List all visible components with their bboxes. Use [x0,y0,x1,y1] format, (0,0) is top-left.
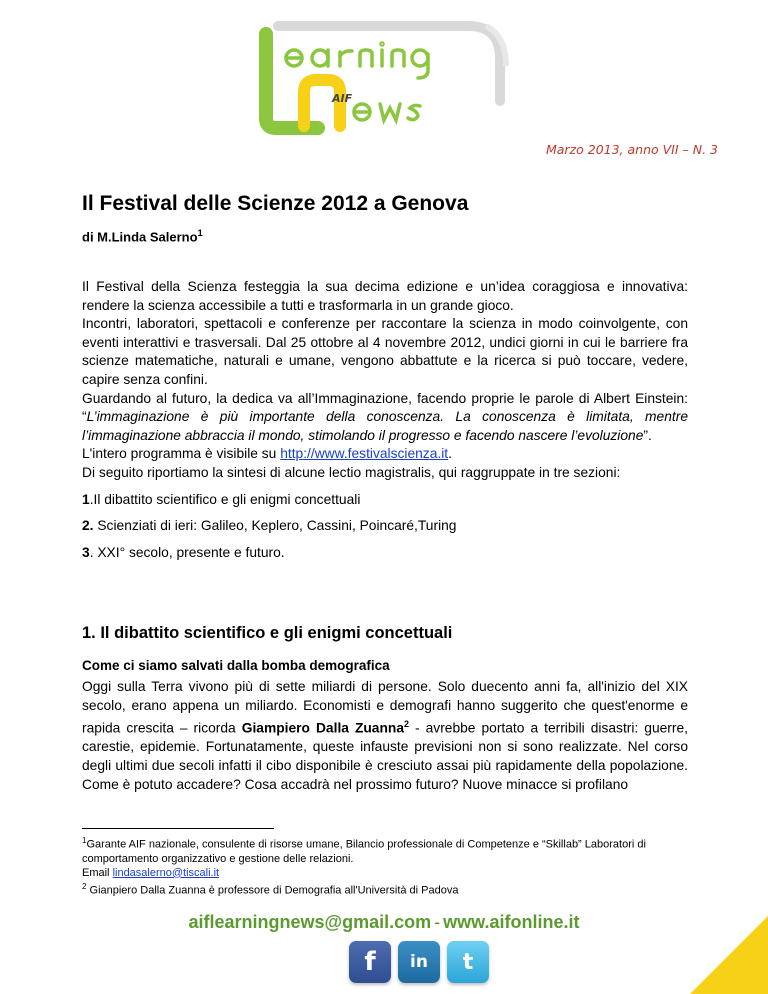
intro-paragraph-1: Il Festival della Scienza festeggia la sua decima edizione e un’idea coraggiosa e innovativa: rendere la scienza accessibile a tutti e trasformarla in un grande gioco. [82,279,688,313]
footnote-ref-1[interactable]: 1 [197,228,203,238]
byline-author: di M.Linda Salerno [82,229,198,245]
toc-num-1: 1 [82,491,90,507]
intro-paragraph-4 [82,445,688,464]
issue-info: Marzo 2013, anno VII – N. 3 [545,142,718,157]
article-title: Il Festival delle Scienze 2012 a Genova [82,192,469,215]
s1-text-b: - avrebbe portato a terribili disastri: guerre, carestie, epidemie. Fortunatamente, queste infauste previsioni non si sono realizzate. Nel corso degli ultimi due secoli infatti il cibo disponibile è cresciuto assai più rapidamente della popolazione. Come è potuto accadere? Cosa accadrà nel prossimo futuro? Nuove minacce si profilano [82,720,688,792]
email-label: Email [82,866,113,879]
social-links [349,941,489,983]
footnote-ref-2[interactable]: 2 [404,719,410,730]
toc-text-2: Scienziati di ieri: Galileo, Keplero, Cassini, Poincaré,Turing [93,518,457,534]
section-1-subtitle: Come ci siamo salvati dalla bomba demografica [82,658,390,673]
footnote-2-text: Gianpiero Dalla Zuanna è professore di Demografia all'Università di Padova [86,884,459,897]
author-email-link[interactable]: lindasalerno@tiscali.it [112,866,220,879]
toc-num-3: 3 [82,544,90,560]
footnote-2-num: 2 [82,881,87,891]
section-1-body [82,678,688,794]
footer-contact [0,912,768,933]
footnote-1-num: 1 [82,836,87,845]
s1-text-a: Oggi sulla Terra vivono più di sette miliardi di persone. Solo duecento anni fa, all'inizio del XIX secolo, erano appena un miliardo. Economisti e demografi hanno suggerito che quest'enorme e rapida crescita – ricorda [82,679,688,736]
footer-email[interactable]: aiflearningnews@gmail.com [188,912,432,932]
byline [82,228,203,244]
quote-lead: Guardando al futuro, la dedica va all’Immaginazione, facendo proprie le parole di Albert Einstein: “ [82,390,688,425]
footnote-divider [82,828,274,829]
toc-text-1: .Il dibattito scientifico e gli enigmi concettuali [89,491,361,507]
footer-separator: - [434,912,441,932]
learning-news-logo [248,6,518,136]
corner-triangle-decoration [690,916,768,994]
section-1-title: 1. Il dibattito scientifico e gli enigmi concettuali [82,624,453,642]
intro-paragraph-3 [82,390,688,446]
toc-num-2: 2. [82,518,94,534]
linkedin-icon[interactable]: in [398,941,440,983]
facebook-icon[interactable]: f [349,941,391,983]
footnote-1-text: Garante AIF nazionale, consulente di risorse umane, Bilancio professionale di Competenze e “Skillab” Laboratori di comportamento organizzativo e gestione delle relazioni. [82,838,646,865]
toc-item-3 [82,544,688,563]
program-lead: L'intero programma è visibile su [82,446,281,462]
footnote-1 [82,834,688,866]
toc-item-1 [82,491,688,510]
toc-item-2 [82,517,688,536]
intro-paragraph-2: Incontri, laboratori, spettacoli e conferenze per raccontare la scienza in modo coinvolgente, con eventi interattivi e trasversali. Dal 25 ottobre al 4 novembre 2012, undici giorni in cui le barriere fra scienze matematiche, naturali e umane, vengono abbattute e la ricerca si può toccare, vedere, capire senza confini. [82,316,688,387]
festival-link[interactable]: http://www.festivalscienza.it [280,446,449,462]
footnotes [82,834,688,897]
article-intro [82,278,688,562]
footnote-2 [82,880,688,898]
s1-author-name: Giampiero Dalla Zuanna [241,720,405,736]
footnote-1-email [82,866,688,880]
intro-paragraph-5: Di seguito riportiamo la sintesi di alcune lectio magistralis, qui raggruppate in tre sezioni: [82,464,621,480]
footer-website[interactable]: www.aifonline.it [443,912,580,932]
twitter-icon[interactable]: t [447,941,489,983]
einstein-quote: L’immaginazione è più importante della conoscenza. La conoscenza è limitata, mentre l’immaginazione abbraccia il mondo, stimolando il progresso e facendo nascere l’evoluzione [82,409,688,443]
logo-aif-text: AIF [332,92,353,105]
toc-text-3: . XXI° secolo, presente e futuro. [89,544,285,560]
program-end: . [448,446,452,462]
quote-close: ”. [643,427,652,443]
